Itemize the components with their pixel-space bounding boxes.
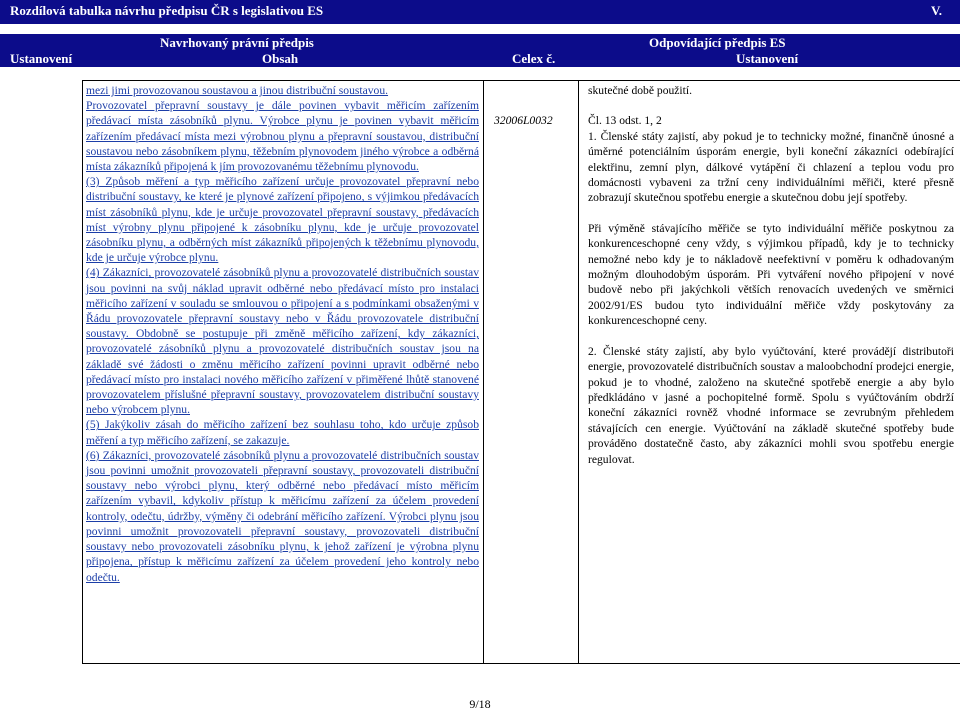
obsah-paragraph: mezi jimi provozovanou soustavou a jinou distribuční soustavou. [86, 84, 389, 97]
col-celex: Celex č. [512, 51, 556, 66]
obsah-paragraph: (4) Zákazníci, provozovatelé zásobníků plynu a provozovatelé distribučních soustav jsou povinni na svůj náklad upravit odběrné nebo předávací místo pro instalaci měřicího zařízení v souladu se smlouvou o připojení a s podmínkami obsaženými v Řádu provozovatele přepravní soustavy nebo v Řádu provozovatele distribuční soustavy. Obdobně se postupuje při změně měřicího zařízení, kdy zákazníci, provozovatelé zásobníků plynu a provozovatelé distribučních soustav jsou na základě své žádosti o změnu měřicího zařízení povinni upravit odběrné nebo předávací místo pro instalaci nového měřicího zařízení v přiměřené lhůtě stanovené provozovatelem příslušné přepravní soustavy, provozovatelem distribuční soustavy nebo výrobcem plynu. [86, 266, 479, 417]
obsah-paragraph: (3) Způsob měření a typ měřicího zařízení určuje provozovatel přepravní nebo distribuční soustavy, ke které je plynové zařízení připojeno, s výjimkou předávacích míst zásobníků plynu, kde je určuje provozovatel přepravní soustavy, předávacích míst výrobny plynu připojené k zásobníku plynu, kde je určuje provozovatel zásobníku plynu, a odběrných míst zákazníků připojených k těžebnímu plynovodu, kde je určuje výrobce plynu. [86, 175, 479, 265]
spacer [588, 98, 954, 113]
spacer [588, 206, 954, 221]
es-paragraph: 2. Členské státy zajistí, aby bylo vyúčtování, které provádějí distributoři energie, provozovatelé distribučních soustav a maloobchodní prodejci energie, pokud je to vhodné, založeno na skutečné spotřebě energie a aby bylo předkládáno v jasné a pochopitelné formě. Spolu s vyúčtováním obdrží koneční zákazníci rovněž vhodné informace se zevrubným přehledem stávajících cen energie. Vyúčtování na základě skutečné spotřeby bude prováděno dostatečně často, aby zákazníci mohli svou spotřebu energie regulovat. [588, 344, 954, 466]
grid-line [483, 81, 484, 663]
grid-line [82, 81, 83, 663]
left-group-heading: Navrhovaný právní předpis [160, 35, 314, 50]
col-ustanoveni-right: Ustanovení [736, 51, 799, 66]
obsah-paragraph: (5) Jakýkoliv zásah do měřicího zařízení bez souhlasu toho, kdo určuje způsob měření a typ měřicího zařízení, se zakazuje. [86, 418, 479, 447]
es-article-ref: Čl. 13 odst. 1, 2 [588, 114, 662, 128]
header-column-row [0, 50, 960, 67]
celex-number: 32006L0032 [494, 114, 553, 127]
title-bar [0, 0, 960, 24]
right-group-heading: Odpovídající předpis ES [649, 35, 786, 50]
document-title: Rozdílová tabulka návrhu předpisu ČR s legislativou ES [10, 3, 324, 18]
grid-line [578, 81, 579, 663]
spacer [588, 329, 954, 344]
col-obsah: Obsah [262, 51, 299, 66]
section-number: V. [931, 3, 942, 18]
es-column [588, 83, 954, 467]
obsah-column [86, 83, 479, 585]
es-paragraph: skutečné době použití. [588, 84, 692, 97]
spacer [0, 24, 960, 34]
es-paragraph: Při výměně stávajícího měřiče se tyto individuální měřiče poskytnou za konkurenceschopné ceny vždy, s výjimkou případů, kdy je to technicky nemožné nebo kdy je to nákladově neefektivní v poměru k odhadovaným možným dlouhodobým úsporám. Při vytváření nového připojení v nové budově nebo při jakýchkoli větších renovacích uvedených ve směrnici 2002/91/ES budou tyto individuální měřiče vždy poskytovány za konkurenceschopné ceny. [588, 221, 954, 328]
obsah-paragraph: (6) Zákazníci, provozovatelé zásobníků plynu a provozovatelé distribučních soustav jsou povinni umožnit provozovateli přepravní soustavy, provozovateli distribuční soustavy nebo výrobci plynu, který odběrné nebo předávací místo měřicím zařízením vybavil, kdykoliv přístup k měřicímu zařízení za účelem provedení kontroly, odečtu, údržby, výměny či odebrání měřicího zařízení. Výrobci plynu jsou povinni umožnit provozovateli přepravní soustavy, provozovateli distribuční soustavy nebo provozovateli zásobníku plynu, k jehož zařízení je výrobna plynu připojena, přístup k měřicímu zařízení za účelem provedení jeho kontroly nebo odečtu. [86, 448, 479, 584]
obsah-paragraph: Provozovatel přepravní soustavy je dále povinen vybavit měřicím zařízením předávací místa zásobníků plynu. Výrobce plynu je povinen vybavit měřicím zařízením předávací místa mezi výrobnou plynu a přepravní soustavou, distribuční soustavou nebo zásobníkem plynu, těžebním plynovodem jiného výrobce a odběrná místa zákazníků připojená k jím provozovanému těžebnímu plynovodu. [86, 99, 479, 174]
es-paragraph: 1. Členské státy zajistí, aby pokud je to technicky možné, finančně únosné a úměrné potenciálním úsporám energie, byli koneční zákazníci odebírající elektřinu, zemní plyn, dálkové vytápění či chlazení a teplou vodu pro domácnosti vybaveni za tržní ceny individuálními měřiči, které přesně zobrazují skutečnou spotřebu energie a skutečnou dobu její spotřeby. [588, 129, 954, 205]
page-number: 9/18 [469, 697, 491, 711]
col-ustanoveni-left: Ustanovení [10, 51, 73, 66]
header-group-row [0, 34, 960, 51]
